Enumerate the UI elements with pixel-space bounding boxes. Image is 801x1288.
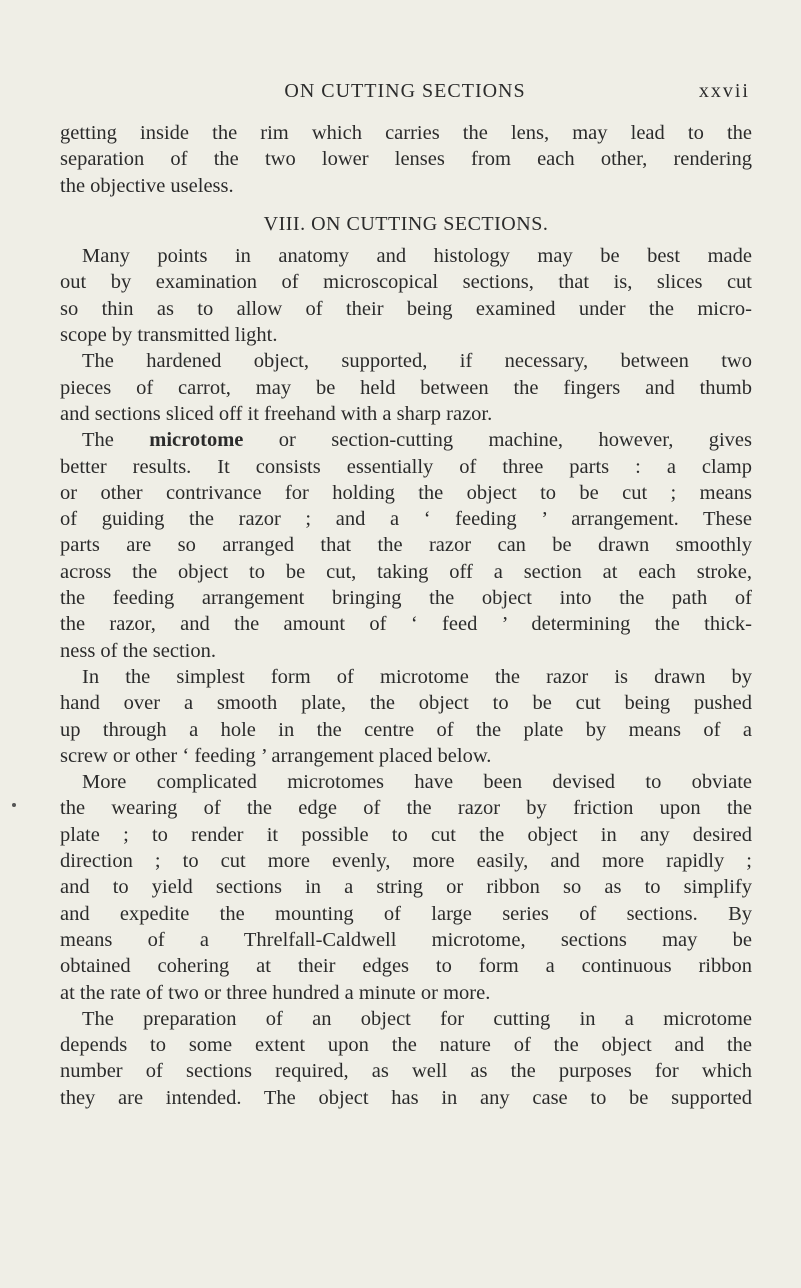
text-line: the feeding arrangement bringing the object into the path of <box>60 587 752 610</box>
text-line: The preparation of an object for cutting in a microtome <box>82 1007 752 1030</box>
text-run: or section-cutting machine, however, gives <box>243 429 753 452</box>
text-line: better results. It consists essentially of three parts : a clamp <box>60 455 752 478</box>
text-line: scope by transmitted light. <box>60 324 278 347</box>
text-line: up through a hole in the centre of the plate by means of a <box>60 718 752 741</box>
text-line: so thin as to allow of their being examined under the micro- <box>60 297 752 320</box>
text-line: ness of the section. <box>60 639 216 662</box>
text-line: they are intended. The object has in any case to be supported <box>60 1086 752 1109</box>
running-title: ON CUTTING SECTIONS <box>284 80 526 102</box>
body-text <box>60 120 752 1111</box>
text-line: screw or other ‘ feeding ’ arrangement placed below. <box>60 744 492 767</box>
paragraph <box>60 1006 752 1111</box>
text-line: out by examination of microscopical sections, that is, slices cut <box>60 271 752 294</box>
text-line: of guiding the razor ; and a ‘ feeding ’ arrangement. These <box>60 508 752 531</box>
text-line: means of a Threlfall-Caldwell microtome, sections may be <box>60 928 752 951</box>
text-line: the wearing of the edge of the razor by friction upon the <box>60 797 752 820</box>
text-run: The <box>82 429 150 452</box>
text-line: the razor, and the amount of ‘ feed ’ determining the thick- <box>60 613 752 636</box>
text-line: More complicated microtomes have been devised to obviate <box>82 771 752 794</box>
page-number: xxvii <box>698 80 750 102</box>
text-line: separation of the two lower lenses from each other, rendering <box>60 148 752 171</box>
text-line: hand over a smooth plate, the object to be cut being pushed <box>60 692 752 715</box>
text-line: depends to some extent upon the nature of the object and the <box>60 1034 752 1057</box>
paragraph <box>60 769 752 1006</box>
text-line: and sections sliced off it freehand with a sharp razor. <box>60 402 493 425</box>
section-heading: VIII. ON CUTTING SECTIONS. <box>263 212 549 235</box>
text-line: Many points in anatomy and histology may be best made <box>82 245 752 268</box>
text-line: and to yield sections in a string or ribbon so as to simplify <box>60 876 752 899</box>
text-line: The hardened object, supported, if necessary, between two <box>82 350 752 373</box>
text-line: across the object to be cut, taking off a section at each stroke, <box>60 560 752 583</box>
margin-speck <box>12 803 16 807</box>
text-line: In the simplest form of microtome the razor is drawn by <box>82 665 752 688</box>
paragraph <box>60 348 752 427</box>
text-line: getting inside the rim which carries the lens, may lead to the <box>60 122 752 144</box>
running-head <box>60 80 750 106</box>
text-line: direction ; to cut more evenly, more easily, and more rapidly ; <box>60 850 752 873</box>
text-line: or other contrivance for holding the object to be cut ; means <box>60 481 752 504</box>
text-line: plate ; to render it possible to cut the object in any desired <box>60 823 752 846</box>
text-line: and expedite the mounting of large series of sections. By <box>60 902 752 925</box>
text-line: obtained cohering at their edges to form a continuous ribbon <box>60 955 752 978</box>
text-line: at the rate of two or three hundred a minute or more. <box>60 981 491 1004</box>
text-line: pieces of carrot, may be held between the fingers and thumb <box>60 376 752 399</box>
text-line: the objective useless. <box>60 174 234 197</box>
continuation-paragraph <box>60 120 752 199</box>
text-line <box>60 427 752 453</box>
text-line: parts are so arranged that the razor can be drawn smoothly <box>60 534 752 557</box>
bold-term: microtome <box>149 429 244 452</box>
text-line: number of sections required, as well as the purposes for which <box>60 1060 752 1083</box>
paragraph <box>60 243 752 348</box>
paragraph <box>60 664 752 769</box>
paragraph <box>60 427 752 664</box>
